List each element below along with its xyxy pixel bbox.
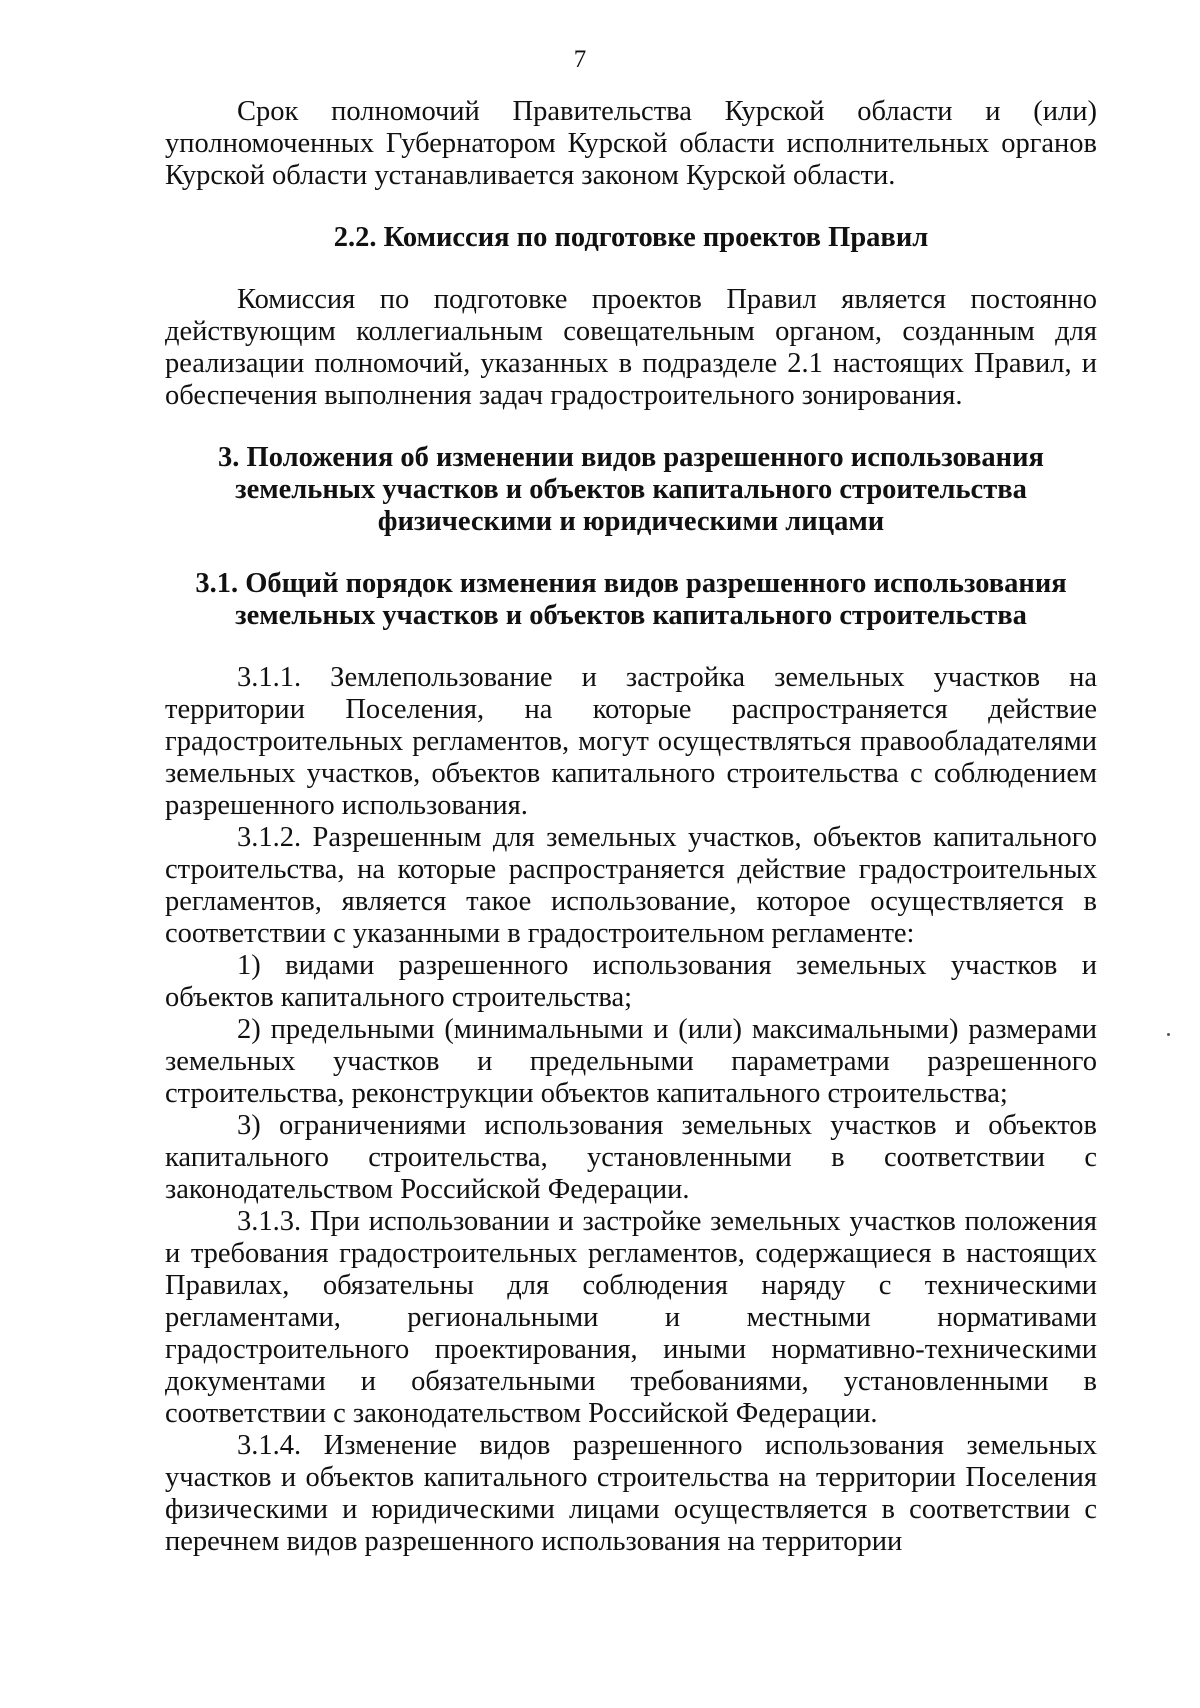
document-body (165, 96, 1097, 1558)
list-item-1: 1) видами разрешенного использования земельных участков и объектов капитального строительства; (165, 950, 1097, 1013)
heading-section-3 (165, 442, 1097, 538)
list-item-3: 3) ограничениями использования земельных участков и объектов капитального строительства, установленными в соответствии с законодательством Российской Федерации. (165, 1110, 1097, 1205)
paragraph-commission: Комиссия по подготовке проектов Правил является постоянно действующим коллегиальным совещательным органом, созданным для реализации полномочий, указанных в подразделе 2.1 настоящих Правил, и обеспечения выполнения задач градостроительного зонирования. (165, 284, 1097, 411)
page-number: 7 (573, 46, 587, 73)
paragraph-term-of-powers: Срок полномочий Правительства Курской области и (или) уполномоченных Губернатором Курской области исполнительных органов Курской области устанавливается законом Курской области. (165, 96, 1097, 191)
heading-section-2-2: 2.2. Комиссия по подготовке проектов Правил (333, 222, 929, 253)
heading-section-3-line: 3. Положения об изменении видов разрешенного использования (218, 442, 1044, 473)
heading-section-3-1-line: земельных участков и объектов капитального строительства (235, 600, 1027, 631)
paragraph-3-1-4: 3.1.4. Изменение видов разрешенного использования земельных участков и объектов капитального строительства на территории Поселения физическими и юридическими лицами осуществляется в соответствии с перечнем видов разрешенного использования на территории (165, 1430, 1097, 1557)
paragraph-3-1-3: 3.1.3. При использовании и застройке земельных участков положения и требования градостроительных регламентов, содержащиеся в настоящих Правилах, обязательны для соблюдения наряду с техническими регламентами, региональными и местными нормативами градостроительного проектирования, иными нормативно-техническими документами и обязательными требованиями, установленными в соответствии с законодательством Российской Федерации. (165, 1206, 1097, 1429)
paragraph-3-1-1: 3.1.1. Землепользование и застройка земельных участков на территории Поселения, на которые распространяется действие градостроительных регламентов, могут осуществляться правообладателями земельных участков, объектов капитального строительства с соблюдением разрешенного использования. (165, 662, 1097, 821)
heading-section-3-line: физическими и юридическими лицами (377, 506, 885, 537)
paragraph-3-1-2: 3.1.2. Разрешенным для земельных участков, объектов капитального строительства, на которые распространяется действие градостроительных регламентов, является такое использование, которое осуществляется в соответствии с указанными в градостроительном регламенте: (165, 822, 1097, 949)
scan-speck (1167, 1033, 1170, 1036)
heading-section-3-line: земельных участков и объектов капитального строительства (235, 474, 1027, 505)
list-item-2: 2) предельными (минимальными и (или) максимальными) размерами земельных участков и предельными параметрами разрешенного строительства, реконструкции объектов капитального строительства; (165, 1014, 1097, 1109)
heading-section-3-1-line: 3.1. Общий порядок изменения видов разрешенного использования (195, 568, 1067, 599)
heading-section-3-1 (165, 568, 1097, 632)
